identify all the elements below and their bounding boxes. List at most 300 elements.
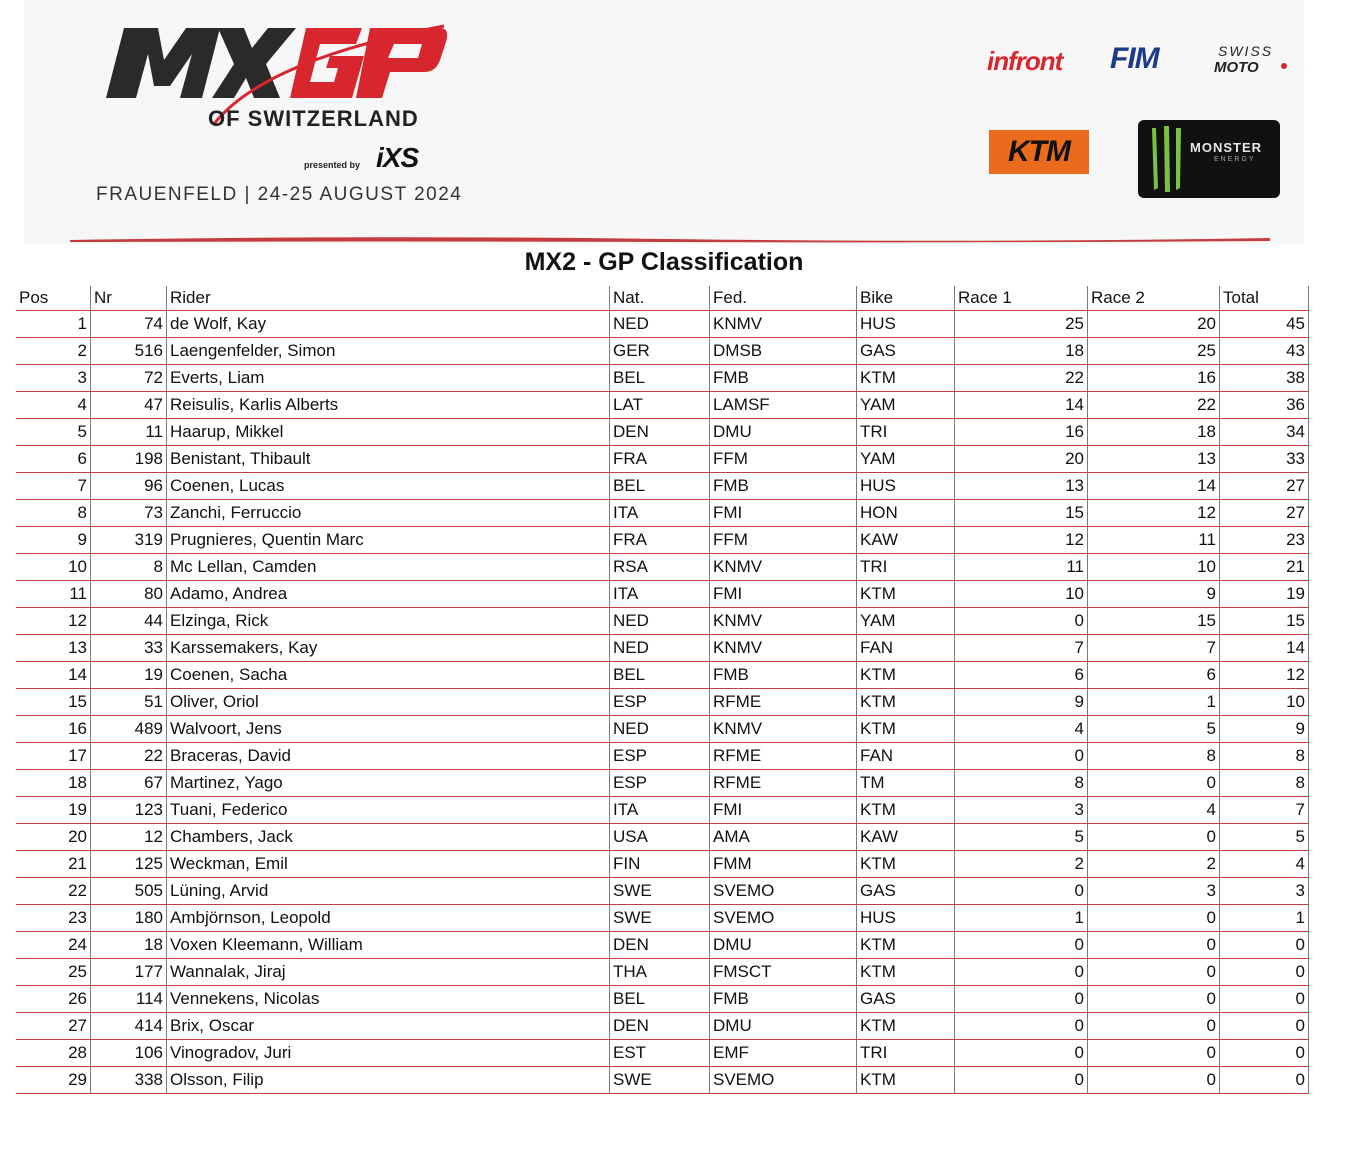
cell-rider: Voxen Kleemann, William [167, 932, 610, 959]
cell-pos: 16 [16, 716, 91, 743]
cell-pos: 19 [16, 797, 91, 824]
cell-total: 0 [1220, 1067, 1309, 1094]
cell-total: 33 [1220, 446, 1309, 473]
cell-race1: 9 [955, 689, 1088, 716]
cell-nat: SWE [610, 878, 710, 905]
cell-rider: Martinez, Yago [167, 770, 610, 797]
cell-pos: 24 [16, 932, 91, 959]
cell-rider: Prugnieres, Quentin Marc [167, 527, 610, 554]
cell-pos: 12 [16, 608, 91, 635]
cell-rider: Elzinga, Rick [167, 608, 610, 635]
cell-rider: Vinogradov, Juri [167, 1040, 610, 1067]
cell-race2: 9 [1088, 581, 1220, 608]
cell-race2: 16 [1088, 365, 1220, 392]
cell-pos: 18 [16, 770, 91, 797]
cell-nat: RSA [610, 554, 710, 581]
table-row [16, 959, 1309, 986]
cell-nr: 74 [91, 311, 167, 338]
cell-pos: 22 [16, 878, 91, 905]
cell-race2: 4 [1088, 797, 1220, 824]
cell-rider: Lüning, Arvid [167, 878, 610, 905]
cell-nr: 125 [91, 851, 167, 878]
cell-rider: Wannalak, Jiraj [167, 959, 610, 986]
cell-fed: FMI [710, 581, 857, 608]
cell-race1: 0 [955, 1067, 1088, 1094]
cell-nat: USA [610, 824, 710, 851]
cell-rider: Coenen, Lucas [167, 473, 610, 500]
cell-nat: ITA [610, 581, 710, 608]
cell-fed: KNMV [710, 311, 857, 338]
cell-rider: Mc Lellan, Camden [167, 554, 610, 581]
cell-fed: DMU [710, 932, 857, 959]
table-row [16, 500, 1309, 527]
cell-nr: 67 [91, 770, 167, 797]
cell-race2: 18 [1088, 419, 1220, 446]
cell-pos: 4 [16, 392, 91, 419]
cell-nr: 73 [91, 500, 167, 527]
cell-nat: FIN [610, 851, 710, 878]
cell-race1: 15 [955, 500, 1088, 527]
cell-nr: 177 [91, 959, 167, 986]
cell-bike: KTM [857, 797, 955, 824]
cell-pos: 20 [16, 824, 91, 851]
monster-wordmark: MONSTER [1190, 140, 1262, 155]
cell-nr: 414 [91, 1013, 167, 1040]
cell-pos: 11 [16, 581, 91, 608]
cell-race2: 0 [1088, 824, 1220, 851]
cell-pos: 23 [16, 905, 91, 932]
cell-race1: 0 [955, 608, 1088, 635]
cell-nat: BEL [610, 473, 710, 500]
presented-by-label: presented by [304, 160, 361, 170]
table-row [16, 662, 1309, 689]
cell-nr: 180 [91, 905, 167, 932]
cell-pos: 1 [16, 311, 91, 338]
cell-nr: 44 [91, 608, 167, 635]
cell-race1: 0 [955, 1013, 1088, 1040]
cell-bike: FAN [857, 743, 955, 770]
cell-pos: 29 [16, 1067, 91, 1094]
cell-nr: 123 [91, 797, 167, 824]
table-row [16, 473, 1309, 500]
cell-total: 0 [1220, 1040, 1309, 1067]
cell-fed: DMU [710, 1013, 857, 1040]
cell-fed: EMF [710, 1040, 857, 1067]
cell-bike: YAM [857, 392, 955, 419]
cell-race2: 3 [1088, 878, 1220, 905]
cell-fed: SVEMO [710, 905, 857, 932]
cell-bike: GAS [857, 986, 955, 1013]
cell-race1: 20 [955, 446, 1088, 473]
cell-fed: FMB [710, 986, 857, 1013]
cell-fed: KNMV [710, 635, 857, 662]
cell-rider: Braceras, David [167, 743, 610, 770]
cell-fed: FMM [710, 851, 857, 878]
cell-bike: KTM [857, 932, 955, 959]
cell-race1: 0 [955, 986, 1088, 1013]
cell-pos: 27 [16, 1013, 91, 1040]
cell-nat: ESP [610, 689, 710, 716]
cell-race1: 18 [955, 338, 1088, 365]
cell-total: 19 [1220, 581, 1309, 608]
cell-bike: YAM [857, 608, 955, 635]
cell-total: 34 [1220, 419, 1309, 446]
cell-nr: 114 [91, 986, 167, 1013]
event-subtitle: OF SWITZERLAND [208, 106, 419, 131]
cell-race1: 2 [955, 851, 1088, 878]
cell-bike: KTM [857, 716, 955, 743]
cell-race2: 22 [1088, 392, 1220, 419]
cell-bike: HUS [857, 905, 955, 932]
cell-total: 1 [1220, 905, 1309, 932]
cell-race1: 14 [955, 392, 1088, 419]
cell-race2: 10 [1088, 554, 1220, 581]
cell-race2: 13 [1088, 446, 1220, 473]
cell-race2: 20 [1088, 311, 1220, 338]
cell-race2: 0 [1088, 905, 1220, 932]
cell-nat: ESP [610, 770, 710, 797]
cell-pos: 5 [16, 419, 91, 446]
cell-nat: DEN [610, 419, 710, 446]
cell-bike: TRI [857, 419, 955, 446]
cell-nr: 319 [91, 527, 167, 554]
table-row [16, 689, 1309, 716]
event-location-date: FRAUENFELD | 24-25 AUGUST 2024 [96, 184, 463, 205]
cell-nat: ESP [610, 743, 710, 770]
cell-rider: Laengenfelder, Simon [167, 338, 610, 365]
cell-nr: 516 [91, 338, 167, 365]
cell-nat: NED [610, 311, 710, 338]
table-row [16, 311, 1309, 338]
cell-pos: 13 [16, 635, 91, 662]
cell-rider: Zanchi, Ferruccio [167, 500, 610, 527]
cell-fed: RFME [710, 743, 857, 770]
cell-bike: FAN [857, 635, 955, 662]
cell-pos: 28 [16, 1040, 91, 1067]
column-header-bike: Bike [857, 286, 955, 311]
column-header-nr: Nr [91, 286, 167, 311]
cell-rider: Karssemakers, Kay [167, 635, 610, 662]
table-row [16, 554, 1309, 581]
table-row [16, 392, 1309, 419]
column-header-fed: Fed. [710, 286, 857, 311]
cell-bike: KTM [857, 1067, 955, 1094]
ktm-logo: KTM [989, 130, 1089, 174]
cell-fed: RFME [710, 770, 857, 797]
cell-race2: 15 [1088, 608, 1220, 635]
cell-pos: 26 [16, 986, 91, 1013]
table-row [16, 743, 1309, 770]
cell-bike: HUS [857, 311, 955, 338]
cell-total: 8 [1220, 770, 1309, 797]
cell-race2: 11 [1088, 527, 1220, 554]
cell-pos: 9 [16, 527, 91, 554]
cell-pos: 14 [16, 662, 91, 689]
cell-race1: 12 [955, 527, 1088, 554]
cell-race2: 25 [1088, 338, 1220, 365]
cell-race1: 3 [955, 797, 1088, 824]
cell-total: 38 [1220, 365, 1309, 392]
cell-fed: DMSB [710, 338, 857, 365]
cell-race1: 0 [955, 959, 1088, 986]
cell-total: 0 [1220, 986, 1309, 1013]
table-row [16, 716, 1309, 743]
cell-total: 36 [1220, 392, 1309, 419]
cell-bike: TRI [857, 554, 955, 581]
cell-race2: 8 [1088, 743, 1220, 770]
monster-energy-logo [1138, 120, 1280, 198]
cell-nat: BEL [610, 365, 710, 392]
cell-pos: 15 [16, 689, 91, 716]
cell-bike: KTM [857, 581, 955, 608]
table-row [16, 338, 1309, 365]
cell-bike: GAS [857, 878, 955, 905]
cell-total: 15 [1220, 608, 1309, 635]
cell-bike: KTM [857, 662, 955, 689]
cell-nat: NED [610, 716, 710, 743]
cell-nat: FRA [610, 527, 710, 554]
cell-bike: TRI [857, 1040, 955, 1067]
table-row [16, 446, 1309, 473]
cell-fed: FFM [710, 527, 857, 554]
cell-rider: Haarup, Mikkel [167, 419, 610, 446]
cell-bike: HUS [857, 473, 955, 500]
cell-nr: 51 [91, 689, 167, 716]
cell-rider: de Wolf, Kay [167, 311, 610, 338]
cell-race1: 16 [955, 419, 1088, 446]
cell-rider: Benistant, Thibault [167, 446, 610, 473]
cell-rider: Tuani, Federico [167, 797, 610, 824]
infront-logo: infront [987, 46, 1063, 76]
cell-fed: FMB [710, 365, 857, 392]
cell-fed: FMI [710, 797, 857, 824]
column-header-race2: Race 2 [1088, 286, 1220, 311]
cell-nat: GER [610, 338, 710, 365]
cell-fed: SVEMO [710, 1067, 857, 1094]
cell-bike: YAM [857, 446, 955, 473]
cell-total: 3 [1220, 878, 1309, 905]
cell-nat: NED [610, 635, 710, 662]
cell-total: 23 [1220, 527, 1309, 554]
cell-total: 5 [1220, 824, 1309, 851]
cell-nat: ITA [610, 797, 710, 824]
fim-logo: FIM [1110, 42, 1159, 75]
cell-rider: Everts, Liam [167, 365, 610, 392]
cell-race1: 0 [955, 1040, 1088, 1067]
cell-pos: 6 [16, 446, 91, 473]
cell-race1: 8 [955, 770, 1088, 797]
cell-nr: 19 [91, 662, 167, 689]
cell-pos: 17 [16, 743, 91, 770]
cell-nr: 198 [91, 446, 167, 473]
cell-bike: KTM [857, 851, 955, 878]
cell-bike: KTM [857, 365, 955, 392]
cell-nr: 72 [91, 365, 167, 392]
cell-total: 21 [1220, 554, 1309, 581]
cell-nat: NED [610, 608, 710, 635]
cell-race2: 14 [1088, 473, 1220, 500]
monster-claw-icon [1146, 124, 1190, 194]
cell-nr: 47 [91, 392, 167, 419]
red-brush-divider [70, 234, 1270, 244]
cell-total: 8 [1220, 743, 1309, 770]
column-header-race1: Race 1 [955, 286, 1088, 311]
table-row [16, 608, 1309, 635]
table-row [16, 878, 1309, 905]
header-banner [24, 0, 1304, 244]
cell-nat: DEN [610, 1013, 710, 1040]
cell-race1: 5 [955, 824, 1088, 851]
cell-nr: 11 [91, 419, 167, 446]
cell-race1: 0 [955, 743, 1088, 770]
cell-total: 27 [1220, 500, 1309, 527]
cell-fed: DMU [710, 419, 857, 446]
cell-total: 45 [1220, 311, 1309, 338]
table-row [16, 419, 1309, 446]
cell-total: 43 [1220, 338, 1309, 365]
classification-table [16, 286, 1309, 1094]
cell-race2: 0 [1088, 932, 1220, 959]
cell-nr: 22 [91, 743, 167, 770]
cell-total: 9 [1220, 716, 1309, 743]
cell-total: 4 [1220, 851, 1309, 878]
table-row [16, 581, 1309, 608]
cell-race1: 13 [955, 473, 1088, 500]
cell-fed: KNMV [710, 554, 857, 581]
cell-nr: 106 [91, 1040, 167, 1067]
cell-rider: Olsson, Filip [167, 1067, 610, 1094]
cell-bike: KTM [857, 1013, 955, 1040]
cell-race1: 7 [955, 635, 1088, 662]
ixs-logo: iXS [376, 142, 419, 173]
cell-rider: Walvoort, Jens [167, 716, 610, 743]
cell-fed: FMSCT [710, 959, 857, 986]
svg-text:SWISS: SWISS [1218, 43, 1274, 59]
cell-fed: RFME [710, 689, 857, 716]
cell-nr: 489 [91, 716, 167, 743]
cell-nat: BEL [610, 662, 710, 689]
cell-pos: 2 [16, 338, 91, 365]
cell-race2: 0 [1088, 1040, 1220, 1067]
cell-bike: KAW [857, 824, 955, 851]
cell-pos: 25 [16, 959, 91, 986]
table-row [16, 797, 1309, 824]
table-row [16, 770, 1309, 797]
cell-bike: HON [857, 500, 955, 527]
cell-bike: TM [857, 770, 955, 797]
cell-race2: 0 [1088, 986, 1220, 1013]
cell-nat: SWE [610, 1067, 710, 1094]
cell-bike: KAW [857, 527, 955, 554]
cell-nat: ITA [610, 500, 710, 527]
cell-race1: 11 [955, 554, 1088, 581]
cell-race1: 1 [955, 905, 1088, 932]
cell-pos: 10 [16, 554, 91, 581]
column-header-pos: Pos [16, 286, 91, 311]
cell-race1: 25 [955, 311, 1088, 338]
cell-race1: 0 [955, 878, 1088, 905]
cell-total: 14 [1220, 635, 1309, 662]
table-row [16, 1067, 1309, 1094]
energy-wordmark: ENERGY [1214, 156, 1256, 163]
cell-race2: 0 [1088, 959, 1220, 986]
svg-text:MOTO: MOTO [1214, 59, 1259, 76]
cell-total: 0 [1220, 959, 1309, 986]
cell-nr: 338 [91, 1067, 167, 1094]
cell-race1: 10 [955, 581, 1088, 608]
cell-rider: Adamo, Andrea [167, 581, 610, 608]
cell-pos: 3 [16, 365, 91, 392]
cell-nr: 96 [91, 473, 167, 500]
cell-fed: SVEMO [710, 878, 857, 905]
cell-race1: 22 [955, 365, 1088, 392]
page-title: MX2 - GP Classification [524, 248, 804, 276]
table-body [16, 311, 1309, 1094]
table-row [16, 986, 1309, 1013]
cell-bike: GAS [857, 338, 955, 365]
table-row [16, 851, 1309, 878]
swiss-moto-logo [1212, 42, 1292, 76]
cell-race2: 7 [1088, 635, 1220, 662]
cell-fed: FMB [710, 473, 857, 500]
cell-rider: Chambers, Jack [167, 824, 610, 851]
cell-fed: FMI [710, 500, 857, 527]
column-header-nat: Nat. [610, 286, 710, 311]
cell-total: 0 [1220, 932, 1309, 959]
cell-race2: 0 [1088, 1013, 1220, 1040]
column-header-total: Total [1220, 286, 1309, 311]
cell-nat: DEN [610, 932, 710, 959]
cell-rider: Brix, Oscar [167, 1013, 610, 1040]
cell-total: 12 [1220, 662, 1309, 689]
cell-race1: 6 [955, 662, 1088, 689]
cell-rider: Ambjörnson, Leopold [167, 905, 610, 932]
cell-race2: 0 [1088, 1067, 1220, 1094]
cell-nat: SWE [610, 905, 710, 932]
table-header-row [16, 286, 1309, 311]
cell-race2: 6 [1088, 662, 1220, 689]
cell-race1: 4 [955, 716, 1088, 743]
cell-nr: 12 [91, 824, 167, 851]
table-row [16, 1040, 1309, 1067]
cell-bike: KTM [857, 689, 955, 716]
table-row [16, 635, 1309, 662]
table-row [16, 824, 1309, 851]
cell-race2: 0 [1088, 770, 1220, 797]
cell-nat: THA [610, 959, 710, 986]
cell-nr: 18 [91, 932, 167, 959]
cell-fed: AMA [710, 824, 857, 851]
table-row [16, 905, 1309, 932]
cell-nr: 33 [91, 635, 167, 662]
cell-total: 10 [1220, 689, 1309, 716]
cell-fed: FFM [710, 446, 857, 473]
cell-race2: 2 [1088, 851, 1220, 878]
cell-rider: Weckman, Emil [167, 851, 610, 878]
column-header-rider: Rider [167, 286, 610, 311]
cell-pos: 8 [16, 500, 91, 527]
table-row [16, 1013, 1309, 1040]
cell-nat: FRA [610, 446, 710, 473]
cell-total: 0 [1220, 1013, 1309, 1040]
cell-pos: 7 [16, 473, 91, 500]
cell-fed: KNMV [710, 716, 857, 743]
cell-race2: 1 [1088, 689, 1220, 716]
cell-fed: LAMSF [710, 392, 857, 419]
cell-nat: LAT [610, 392, 710, 419]
cell-rider: Vennekens, Nicolas [167, 986, 610, 1013]
cell-fed: KNMV [710, 608, 857, 635]
